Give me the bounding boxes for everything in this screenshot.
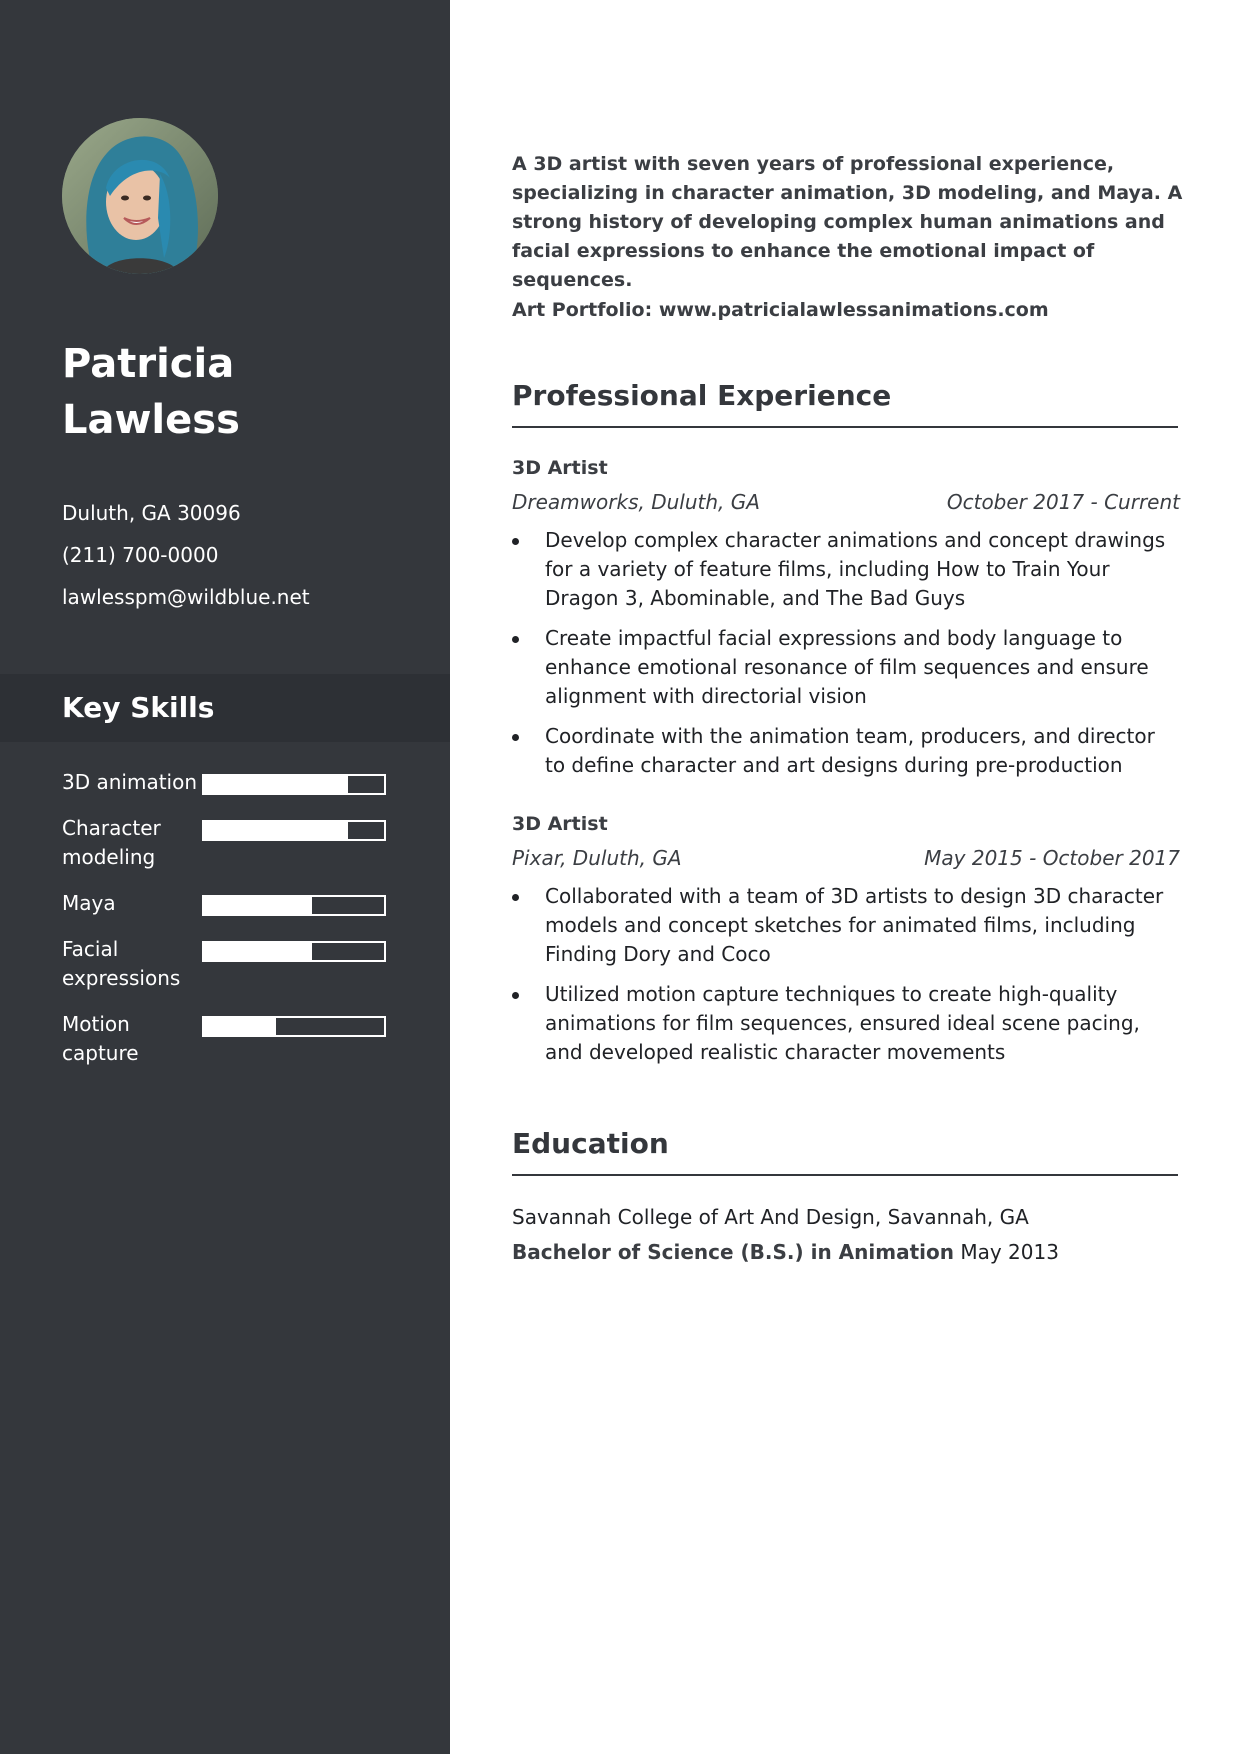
- bullet-text: Collaborated with a team of 3D artists to design 3D character models and concept sketches for animated films, including Finding Dory and Coco: [545, 884, 1164, 966]
- skill-bar: [202, 1016, 386, 1037]
- bullet-text: Coordinate with the animation team, producers, and director to define character and art designs during pre-production: [545, 724, 1155, 777]
- bullet-dot-icon: [512, 992, 519, 999]
- education-title: Education: [512, 1124, 1178, 1176]
- profile-photo: [62, 118, 218, 274]
- candidate-name: [62, 336, 422, 448]
- skill-item: [62, 1010, 402, 1068]
- portfolio-link[interactable]: Art Portfolio: www.patricialawlessanimations.com: [512, 299, 1049, 321]
- skill-item: [62, 935, 402, 993]
- first-name: Patricia: [62, 341, 235, 387]
- skill-item: [62, 889, 402, 918]
- bullet-dot-icon: [512, 636, 519, 643]
- job-meta: [512, 844, 1180, 872]
- job-bullets: [512, 882, 1180, 1067]
- bullet-item: [512, 722, 1180, 780]
- summary-text: A 3D artist with seven years of professional experience, specializing in character animation, 3D modeling, and Maya. A strong history of developing complex human animations and facial expressions to enhance the emotional impact of sequences.: [512, 153, 1183, 291]
- last-name: Lawless: [62, 397, 240, 443]
- skill-label: Motion capture: [62, 1012, 139, 1065]
- skills-title: Key Skills: [62, 691, 215, 724]
- education-degree: Bachelor of Science (B.S.) in Animation: [512, 1240, 954, 1264]
- skill-bar: [202, 774, 386, 795]
- education-school: Savannah College of Art And Design, Savannah, GA: [512, 1205, 1029, 1229]
- skill-label: Maya: [62, 891, 116, 915]
- email: lawlesspm@wildblue.net: [62, 585, 310, 609]
- bullet-item: [512, 882, 1180, 969]
- bullet-text: Create impactful facial expressions and body language to enhance emotional resonance of film sequences and ensure alignment with directorial vision: [545, 626, 1149, 708]
- experience-title: Professional Experience: [512, 376, 1178, 428]
- education-degree-line: [512, 1235, 1180, 1270]
- skill-label: 3D animation: [62, 770, 198, 794]
- skill-label: Facial expressions: [62, 937, 181, 990]
- bullet-dot-icon: [512, 894, 519, 901]
- job-entry: [512, 454, 1180, 791]
- job-company: Dreamworks, Duluth, GA: [512, 490, 760, 514]
- job-role: 3D Artist: [512, 813, 608, 835]
- job-role: 3D Artist: [512, 457, 608, 479]
- skill-item: [62, 814, 402, 872]
- bullet-dot-icon: [512, 538, 519, 545]
- job-dates: May 2015 - October 2017: [924, 846, 1180, 870]
- bullet-item: [512, 624, 1180, 711]
- job-meta: [512, 488, 1180, 516]
- bullet-dot-icon: [512, 734, 519, 741]
- sidebar: [0, 0, 450, 1754]
- skill-bar: [202, 941, 386, 962]
- skill-bar-fill: [204, 776, 348, 793]
- education-entry: [512, 1200, 1180, 1270]
- skill-bar: [202, 895, 386, 916]
- skill-bar: [202, 820, 386, 841]
- skill-item: [62, 768, 402, 797]
- main-content: [450, 0, 1239, 1754]
- skill-bar-fill: [204, 943, 312, 960]
- bullet-item: [512, 526, 1180, 613]
- bullet-text: Develop complex character animations and concept drawings for a variety of feature films, including How to Train Your Dragon 3, Abominable, and The Bad Guys: [545, 528, 1166, 610]
- education-date: May 2013: [960, 1240, 1059, 1264]
- job-company: Pixar, Duluth, GA: [512, 846, 682, 870]
- contact-info: [62, 496, 432, 622]
- skill-bar-fill: [204, 822, 348, 839]
- skills-list: [62, 768, 402, 1068]
- job-bullets: [512, 526, 1180, 780]
- bullet-item: [512, 980, 1180, 1067]
- skill-label: Character modeling: [62, 816, 161, 869]
- skill-bar-fill: [204, 897, 312, 914]
- phone: (211) 700-0000: [62, 543, 219, 567]
- bullet-text: Utilized motion capture techniques to create high-quality animations for film sequences, ensured ideal scene pacing, and developed realistic character movements: [545, 982, 1140, 1064]
- avatar-illustration: [62, 118, 218, 274]
- address: Duluth, GA 30096: [62, 501, 241, 525]
- skill-bar-fill: [204, 1018, 276, 1035]
- skills-header: [0, 674, 450, 742]
- job-dates: October 2017 - Current: [946, 490, 1180, 514]
- job-entry: [512, 810, 1180, 1078]
